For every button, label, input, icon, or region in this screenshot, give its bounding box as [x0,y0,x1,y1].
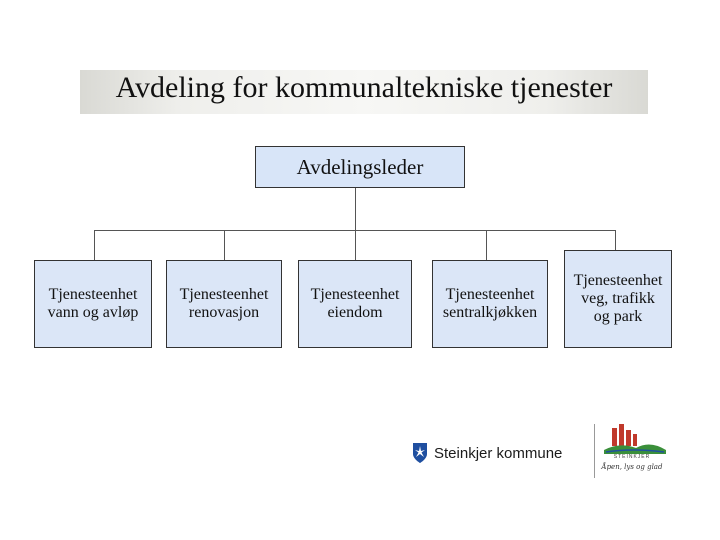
unit-node-line2: eiendom [327,304,383,321]
unit-node-line2: renovasjon [188,304,260,321]
emblem-tagline: Åpen, lys og glad [601,463,663,471]
unit-node-veg-trafikk-og-park [564,250,672,348]
unit-node-sentralkjokken [432,260,548,348]
page-title: Avdeling for kommunaltekniske tjenester [115,71,613,104]
emblem-caption: STEINKJER [613,454,651,460]
municipality-logo [412,440,562,466]
unit-node-line1: Tjenesteenhet [573,272,663,289]
unit-node-vann-og-avlop [34,260,152,348]
root-node-label: Avdelingsleder [296,155,424,179]
unit-node-line3: og park [593,308,643,325]
root-node [255,146,465,188]
unit-node-line2: veg, trafikk [581,290,655,307]
connector-root-down [355,188,356,230]
unit-node-line2: sentralkjøkken [442,304,538,321]
unit-node-line1: Tjenesteenhet [179,286,269,303]
connector-unit-1 [94,230,95,260]
unit-node-line1: Tjenesteenhet [48,286,138,303]
unit-node-line1: Tjenesteenhet [310,286,400,303]
shield-icon [412,442,428,464]
connector-unit-4 [486,230,487,260]
connector-unit-2 [224,230,225,260]
connector-unit-5 [615,230,616,250]
connector-unit-3 [355,230,356,260]
unit-node-eiendom [298,260,412,348]
town-emblem-icon [592,422,672,480]
unit-node-renovasjon [166,260,282,348]
unit-node-line1: Tjenesteenhet [445,286,535,303]
municipality-name: Steinkjer kommune [434,444,563,462]
unit-node-line2: vann og avløp [47,304,139,321]
